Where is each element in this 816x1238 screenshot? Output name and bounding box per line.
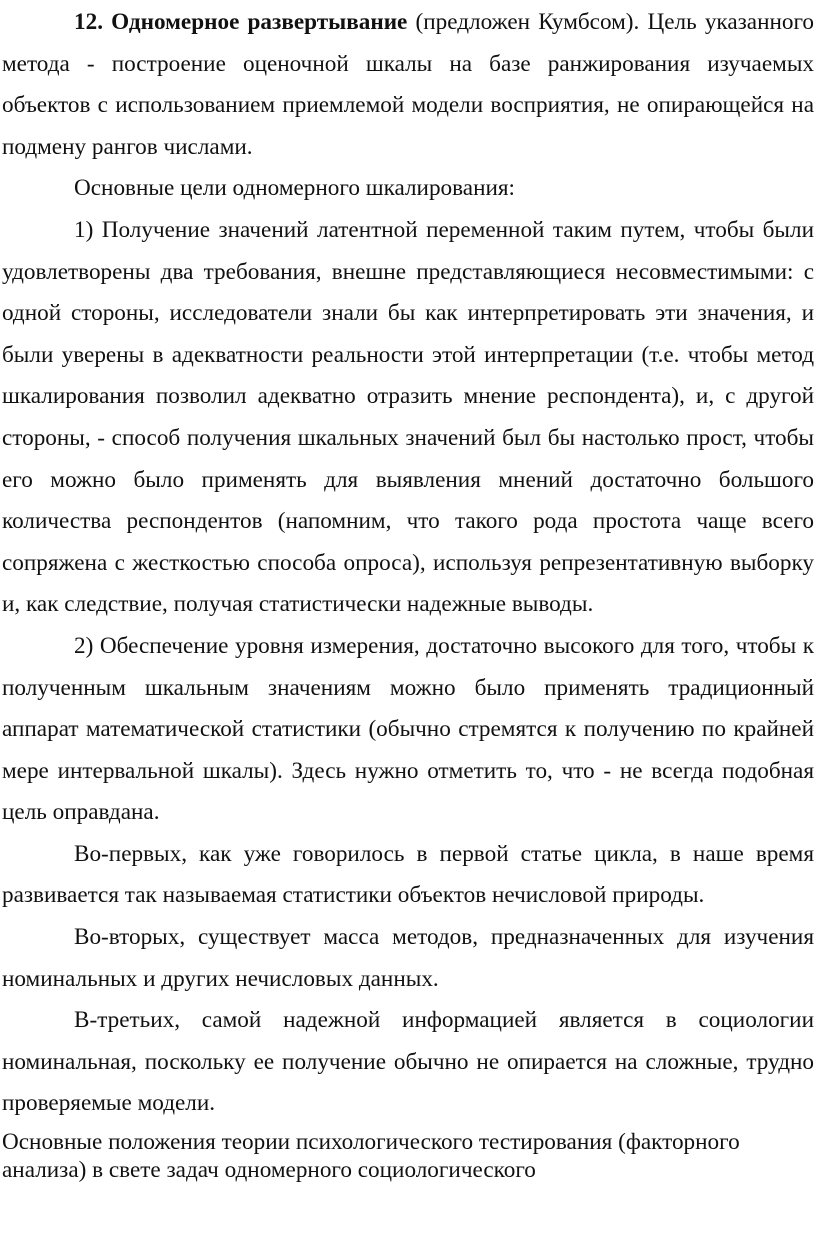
paragraph-1	[2, 2, 814, 168]
paragraph-1-text: (предложен Кумбсом). Цель указанного метода - построение оценочной шкалы на базе ранжирования изучаемых объектов с использованием приемлемой модели восприятия, не опирающейся на подмену рангов числами.	[2, 9, 815, 160]
paragraph-7: В-третьих, самой надежной информацией является в социологии номинальная, поскольку ее получение обычно не опирается на сложные, трудно проверяемые модели.	[2, 1007, 814, 1117]
paragraph-3: 1) Получение значений латентной переменной таким путем, чтобы были удовлетворены два требования, внешне представляющиеся несовместимыми: с одной стороны, исследователи знали бы как интерпретировать эти значения, и были уверены в адекватности реальности этой интерпретации (т.е. чтобы метод шкалирования позволил адекватно отразить мнение респондента), и, с другой стороны, - способ получения шкальных значений был бы настолько прост, чтобы его можно было применять для выявления мнений достаточно большого количества респондентов (напомним, что такого рода простота чаще всего сопряжена с жесткостью способа опроса), используя репрезентативную выборку и, как следствие, получая статистически надежные выводы.	[2, 216, 814, 618]
paragraph-2: Основные цели одномерного шкалирования:	[74, 175, 516, 202]
next-section-heading: Основные положения теории психологического тестирования (факторного анализа) в свете задач одномерного социологического	[2, 1129, 740, 1184]
section-number: 12.	[74, 9, 103, 35]
paragraph-4: 2) Обеспечение уровня измерения, достаточно высокого для того, чтобы к полученным шкальным значениям можно было применять традиционный аппарат математической статистики (обычно стремятся к получению по крайней мере интервальной шкалы). Здесь нужно отметить то, что - не всегда подобная цель оправдана.	[2, 632, 814, 826]
paragraph-5: Во-первых, как уже говорилось в первой статье цикла, в наше время развивается так называемая статистики объектов нечисловой природы.	[2, 840, 814, 909]
section-heading: Одномерное развертывание	[111, 9, 408, 35]
paragraph-6: Во-вторых, существует масса методов, предназначенных для изучения номинальных и других нечисловых данных.	[2, 924, 814, 992]
